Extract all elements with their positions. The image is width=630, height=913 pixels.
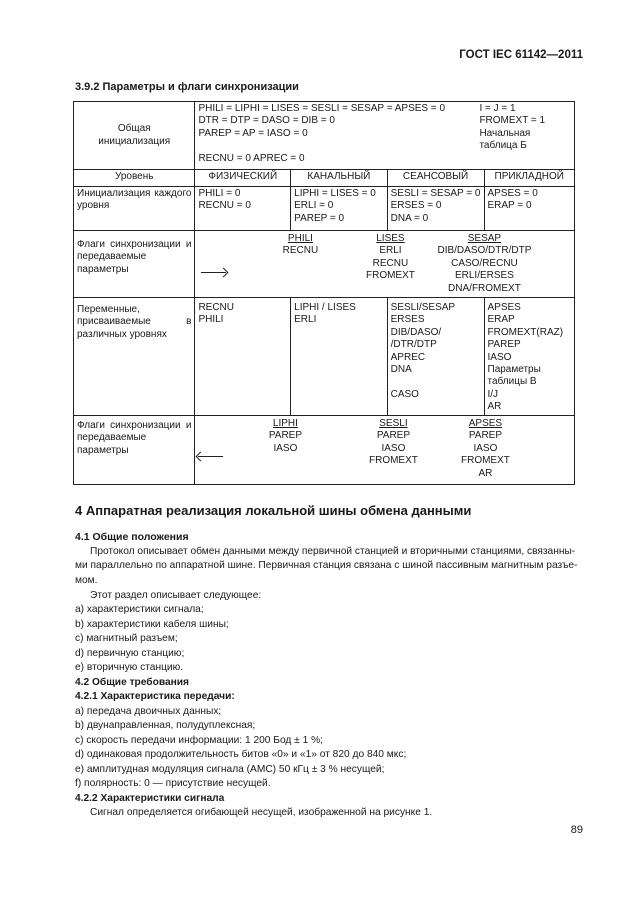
vars-application (484, 298, 575, 416)
init-line (198, 140, 445, 152)
init-line: Начальная (479, 127, 531, 139)
flags2-cell (195, 416, 575, 485)
cell-line: ERAP (487, 314, 515, 326)
cell-line: Параметры (487, 364, 541, 376)
flag-line: ERLI (379, 245, 402, 257)
cell-line: ERSES (390, 314, 425, 326)
flag-line: PAREP (268, 430, 303, 442)
cell-line: APSES (487, 302, 521, 313)
cell-line: RECNU (198, 302, 234, 313)
cell-line: APREC (390, 351, 426, 363)
flag-line: IASO (273, 442, 298, 454)
flag-line: PAREP (468, 430, 503, 442)
vars-session (387, 298, 484, 416)
flags1-cell (195, 231, 575, 298)
cell-line (391, 376, 481, 388)
flag-line: IASO (381, 442, 406, 454)
flag-line: AR (478, 467, 493, 479)
init-right (479, 103, 545, 153)
init-line: FROMEXT = 1 (479, 115, 546, 127)
list-item: a) характеристики сигнала; (75, 604, 204, 615)
flag-head: SESAP (467, 233, 502, 244)
subsection-4-2-1: 4.2.1 Характеристика передачи: (75, 691, 235, 702)
subsection-4-1: 4.1 Общие положения (75, 531, 189, 543)
init-left (198, 103, 445, 165)
cell-line: DIB/DASO/ (390, 326, 442, 338)
flag-line: PAREP (376, 430, 411, 442)
list-item: c) магнитный разъем; (75, 633, 178, 644)
cell-line: ERAP = 0 (487, 200, 532, 212)
paragraph-line: Сигнал определяется огибающей несущей, изображенной на рисунке 1. (90, 807, 433, 818)
flag-line: FROMEXT (460, 455, 510, 467)
cell-line: LIPHI = LISES = 0 (294, 188, 376, 199)
cell-line: PHILI (198, 314, 224, 326)
cell-line: ERSES = 0 (390, 200, 442, 212)
arrow-right-icon (201, 272, 226, 273)
cell-line: DNA = 0 (390, 212, 429, 224)
cell-line: RECNU = 0 (198, 200, 251, 212)
list-item: a) передача двоичных данных; (75, 706, 222, 717)
chapter-title: 4 Аппаратная реализация локальной шины обмена данными (75, 503, 472, 518)
vars-physical (195, 298, 291, 416)
paragraph-line: Протокол описывает обмен данными между первичной станцией и вторичными станциями, связанны- (90, 546, 576, 557)
list-item: d) первичную станцию; (75, 648, 185, 659)
list-item: b) двунаправленная, полудуплексная; (75, 720, 256, 731)
cell-line: I/J (487, 388, 499, 400)
flags1-label: Флаги синхронизации и передаваемые параметры (74, 231, 195, 298)
cell-line: таблицы В (487, 376, 537, 388)
flag-head: PHILI (287, 233, 313, 244)
flags1-session (429, 233, 539, 295)
flags2-link (353, 418, 433, 468)
vars-link (291, 298, 387, 416)
flags2-physical (255, 418, 315, 455)
cell-line: FROMEXT(RAZ) (487, 326, 564, 338)
init-line: I = J = 1 (479, 103, 516, 114)
subsection-4-2-2: 4.2.2 Характеристики сигнала (75, 793, 225, 804)
flags1-physical (265, 233, 335, 258)
cell-line: ERLI (294, 314, 317, 326)
flag-head: SESLI (379, 418, 408, 429)
init-cell (195, 102, 575, 170)
cell-line: DNA (390, 364, 412, 376)
cell-line: AR (487, 401, 502, 413)
init-label: Общая инициализация (74, 102, 195, 170)
row-init-label: Инициализация каждого уровня (74, 187, 195, 231)
arrow-left-icon (198, 456, 223, 457)
flag-line: ERLI/ERSES (454, 270, 514, 282)
cell-line: IASO (487, 351, 512, 363)
page-number: 89 (570, 824, 583, 836)
cell-line: /DTR/DTP (390, 339, 437, 351)
init-application (484, 187, 575, 231)
document-header: ГОСТ IEC 61142—2011 (459, 49, 583, 61)
paragraph-line: ми параллельно по аппаратной шине. Первичная станция связана с шиной пассивным магнитным разъе- (75, 560, 578, 571)
flag-line: RECNU (282, 245, 319, 257)
flag-line: RECNU (372, 257, 409, 269)
cell-line: SESLI = SESAP = 0 (390, 188, 481, 199)
level-application: ПРИКЛАДНОЙ (484, 170, 575, 187)
list-item: c) скорость передачи информации: 1 200 Бод ± 1 %; (75, 735, 323, 746)
flag-line: FROMEXT (368, 455, 418, 467)
init-link (291, 187, 387, 231)
flag-head: LISES (376, 233, 405, 244)
level-session: СЕАНСОВЫЙ (387, 170, 484, 187)
cell-line: PHILI = 0 (198, 188, 241, 199)
paragraph-line: мом. (75, 575, 98, 586)
init-line: RECNU = 0 APREC = 0 (198, 152, 305, 164)
section-title: 3.9.2 Параметры и флаги синхронизации (75, 81, 299, 93)
list-item: d) одинаковая продолжительность битов «0» и «1» от 820 до 840 мкс; (75, 749, 407, 760)
flag-line: FROMEXT (365, 270, 415, 282)
subsection-4-2: 4.2 Общие требования (75, 677, 189, 688)
flag-head: APSES (468, 418, 503, 429)
cell-line: PAREP = 0 (294, 212, 345, 224)
level-physical: ФИЗИЧЕСКИЙ (195, 170, 291, 187)
sync-table (73, 101, 575, 485)
flags2-application (445, 418, 525, 480)
paragraph-line: Этот раздел описывает следующее: (90, 590, 262, 601)
cell-line: APSES = 0 (487, 188, 538, 199)
cell-line: CASO (390, 388, 419, 400)
flag-line: DNA/FROMEXT (448, 282, 521, 294)
cell-line: SESLI/SESAP (390, 302, 456, 313)
cell-line: PAREP (487, 339, 521, 351)
list-item: e) вторичную станцию. (75, 662, 184, 673)
vars-label: Переменные, присваиваемые в различных уровнях (74, 298, 195, 416)
cell-line: ERLI = 0 (294, 200, 334, 212)
list-item: b) характеристики кабеля шины; (75, 619, 229, 630)
flag-head: LIPHI (272, 418, 298, 429)
cell-line: LIPHI / LISES (294, 302, 356, 313)
list-item: e) амплитудная модуляция сигнала (АМС) 50 кГц ± 3 % несущей; (75, 764, 385, 775)
init-session (387, 187, 484, 231)
init-line: PHILI = LIPHI = LISES = SESLI = SESAP = APSES = 0 (198, 103, 446, 114)
list-item: f) полярность: 0 — присутствие несущей. (75, 778, 271, 789)
flag-line: CASO/RECNU (451, 257, 518, 269)
init-physical (195, 187, 291, 231)
flag-line: IASO (473, 442, 498, 454)
level-link: КАНАЛЬНЫЙ (291, 170, 387, 187)
flag-line: DIB/DASO/DTR/DTP (437, 245, 532, 257)
levels-label: Уровень (74, 170, 195, 187)
flags2-label: Флаги синхронизации и передаваемые параметры (74, 416, 195, 485)
init-line: таблица Б (479, 140, 527, 152)
flags1-link (350, 233, 430, 283)
init-line: DTR = DTP = DASO = DIB = 0 (198, 115, 335, 127)
init-line: PAREP = AP = IASO = 0 (198, 127, 308, 139)
